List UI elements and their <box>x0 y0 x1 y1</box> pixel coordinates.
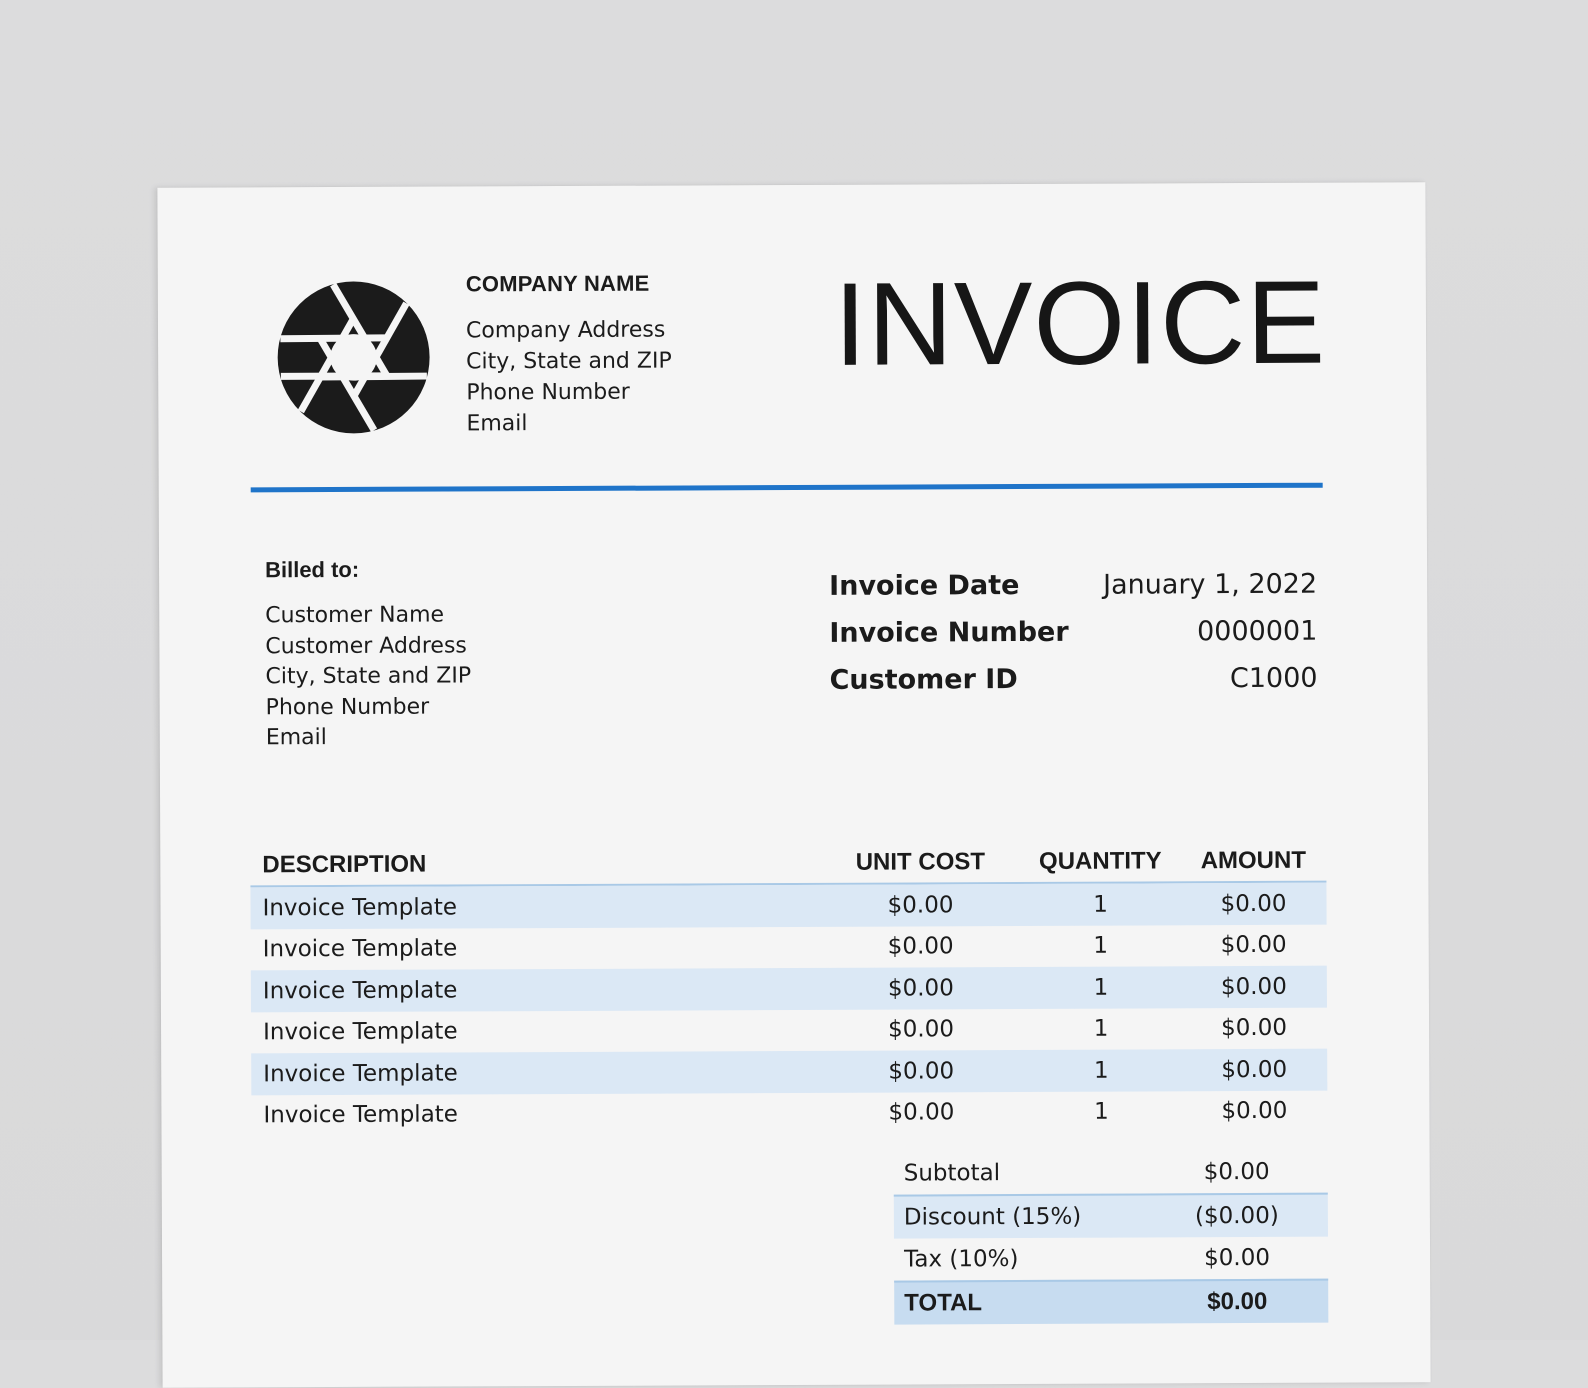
line-items-table <box>250 841 1327 1137</box>
customer-city: City, State and ZIP <box>265 661 471 692</box>
header-description: DESCRIPTION <box>250 849 820 879</box>
totals-label: Tax (10%) <box>904 1246 1018 1272</box>
invoice-meta <box>829 561 1318 704</box>
cell-quantity: 1 <box>1020 891 1180 918</box>
totals-label: TOTAL <box>904 1289 982 1317</box>
cell-unit-cost: $0.00 <box>821 975 1021 1002</box>
customer-name: Customer Name <box>265 600 471 631</box>
cell-amount: $0.00 <box>1180 890 1326 917</box>
cell-quantity: 1 <box>1021 1016 1181 1043</box>
cell-quantity: 1 <box>1021 1099 1181 1126</box>
table-header <box>250 841 1326 888</box>
totals-row-total <box>894 1279 1328 1325</box>
customer-email: Email <box>266 722 472 753</box>
totals-row-tax <box>894 1237 1328 1281</box>
cell-description: Invoice Template <box>251 976 821 1004</box>
cell-unit-cost: $0.00 <box>821 933 1021 960</box>
meta-label: Invoice Date <box>829 570 1019 602</box>
invoice-page <box>157 182 1430 1388</box>
cell-description: Invoice Template <box>251 934 821 962</box>
header-quantity: QUANTITY <box>1020 847 1180 876</box>
meta-label: Invoice Number <box>829 617 1068 649</box>
cell-quantity: 1 <box>1021 974 1181 1001</box>
totals-label: Subtotal <box>904 1160 1000 1186</box>
cell-quantity: 1 <box>1021 1057 1181 1084</box>
meta-value: C1000 <box>1230 663 1318 694</box>
cell-amount: $0.00 <box>1181 973 1327 1000</box>
cell-amount: $0.00 <box>1181 1056 1327 1083</box>
meta-value: January 1, 2022 <box>1103 569 1317 601</box>
table-row <box>251 1049 1327 1095</box>
cell-unit-cost: $0.00 <box>820 892 1020 919</box>
table-row <box>251 1007 1327 1053</box>
company-address: Company Address <box>466 315 672 347</box>
cell-description: Invoice Template <box>251 1100 821 1128</box>
company-email: Email <box>466 408 672 440</box>
table-row <box>250 883 1326 929</box>
meta-row-invoice-date <box>829 561 1317 610</box>
meta-label: Customer ID <box>829 664 1017 696</box>
cell-quantity: 1 <box>1021 933 1181 960</box>
totals-label: Discount (15%) <box>904 1204 1081 1231</box>
meta-value: 0000001 <box>1197 616 1317 648</box>
table-row <box>251 966 1327 1012</box>
cell-unit-cost: $0.00 <box>821 1099 1021 1126</box>
meta-row-customer-id <box>829 655 1317 704</box>
totals-value: $0.00 <box>1192 1288 1282 1316</box>
cell-description: Invoice Template <box>251 1059 821 1087</box>
cell-description: Invoice Template <box>250 893 820 921</box>
cell-amount: $0.00 <box>1181 1015 1327 1042</box>
totals-value: $0.00 <box>1192 1245 1282 1271</box>
totals-row-discount <box>894 1193 1328 1239</box>
totals-block <box>894 1151 1329 1325</box>
table-row <box>251 924 1327 970</box>
table-row <box>251 1090 1327 1136</box>
header-divider <box>251 483 1323 493</box>
camera-aperture-icon <box>276 280 432 436</box>
company-block <box>466 268 672 440</box>
cell-description: Invoice Template <box>251 1017 821 1045</box>
cell-amount: $0.00 <box>1181 1098 1327 1125</box>
totals-value: ($0.00) <box>1192 1203 1282 1229</box>
cell-amount: $0.00 <box>1181 932 1327 959</box>
header-unit-cost: UNIT COST <box>820 848 1020 877</box>
customer-phone: Phone Number <box>266 692 472 723</box>
billed-to-label: Billed to: <box>265 557 359 583</box>
company-name: COMPANY NAME <box>466 268 672 300</box>
billed-to-block <box>265 600 471 753</box>
cell-unit-cost: $0.00 <box>821 1058 1021 1085</box>
company-phone: Phone Number <box>466 377 672 409</box>
header-amount: AMOUNT <box>1180 847 1326 876</box>
company-city: City, State and ZIP <box>466 346 672 378</box>
customer-address: Customer Address <box>265 631 471 662</box>
invoice-title: INVOICE <box>834 263 1327 385</box>
meta-row-invoice-number <box>829 608 1317 657</box>
cell-unit-cost: $0.00 <box>821 1016 1021 1043</box>
totals-value: $0.00 <box>1192 1159 1282 1185</box>
totals-row-subtotal <box>894 1151 1328 1195</box>
